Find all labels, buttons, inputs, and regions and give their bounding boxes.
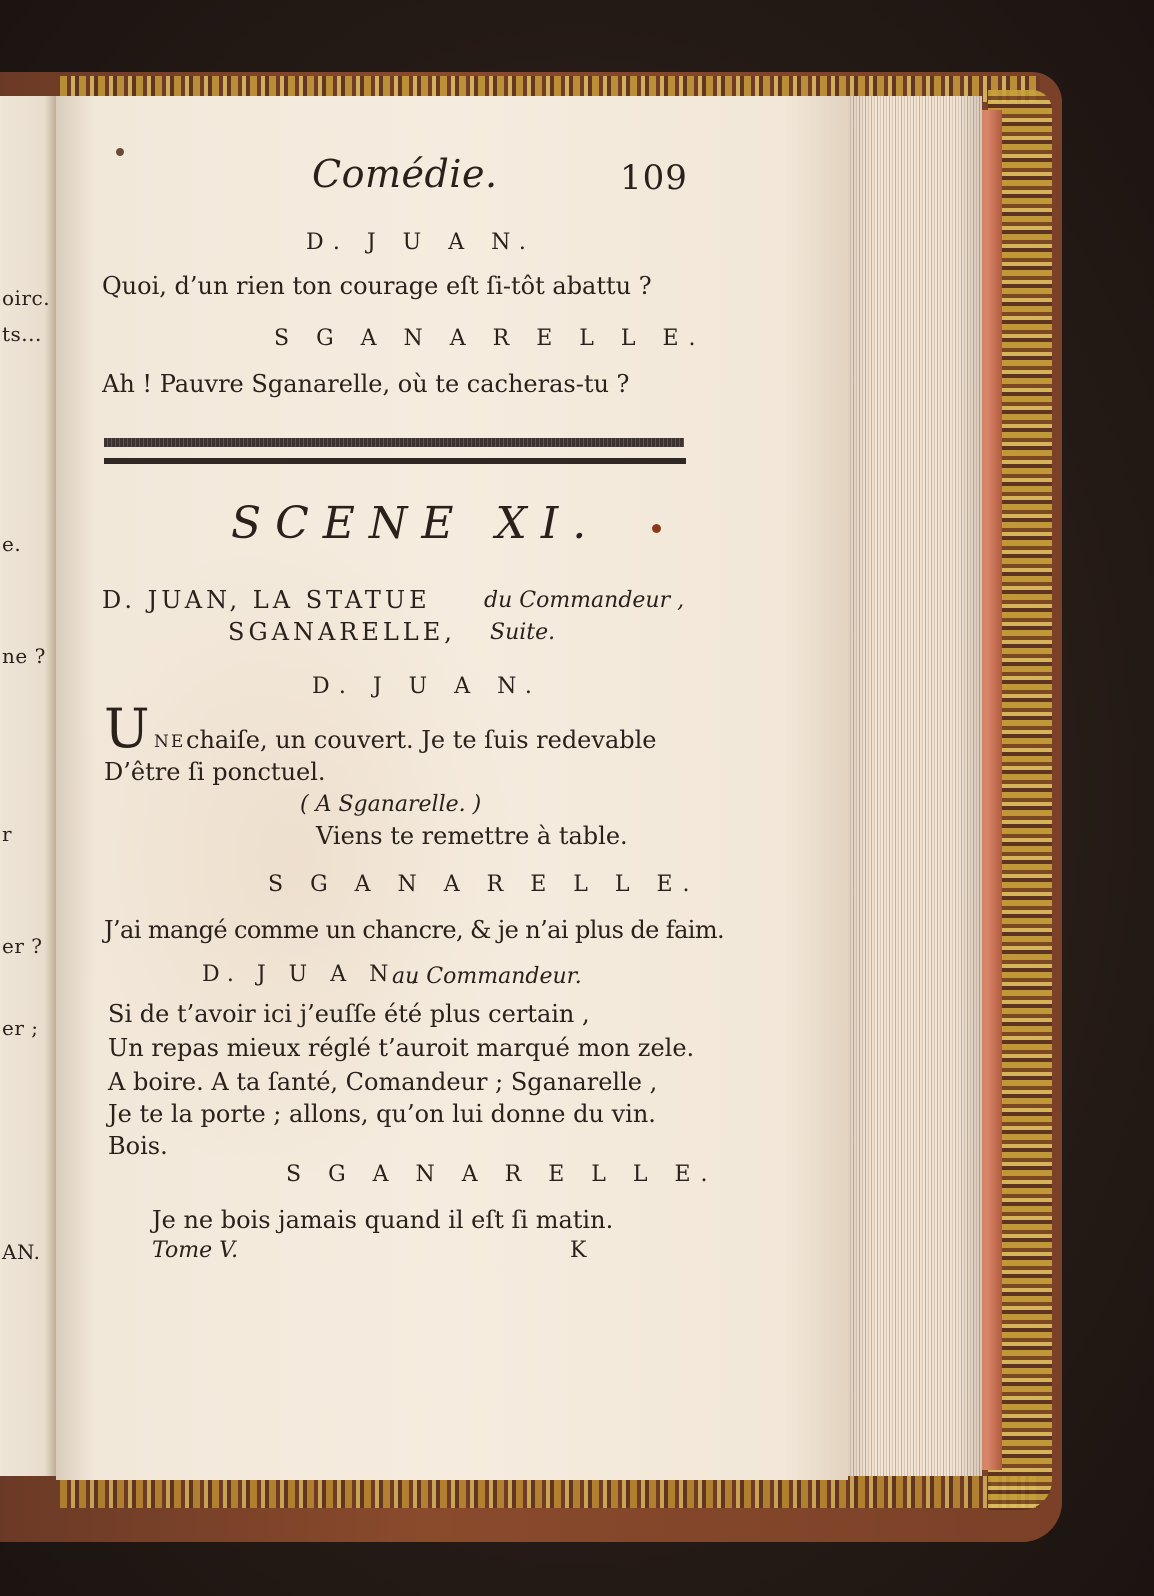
verse-line: Si de t’avoir ici j’euſſe été plus certain , [108,1000,590,1028]
left-fragment: er ; [2,1016,39,1040]
verse-line: Je ne bois jamais quand il eſt ſi matin. [152,1206,614,1234]
verse-line: Quoi, d’un rien ton courage eſt ſi-tôt abattu ? [102,272,652,300]
speaker-label: D. J U A N , [202,962,427,987]
speaker-label: S G A N A R E L L E. [286,1162,718,1187]
cast-list-italic: du Commandeur , [484,588,685,613]
signature-mark: K [570,1238,587,1263]
verse-line: A boire. A ta ſanté, Comandeur ; Sganarelle , [108,1068,658,1096]
stage-direction: au Commandeur. [392,964,582,989]
verse-line: Bois. [108,1132,168,1160]
running-head: Comédie. [312,152,498,196]
verse-line: Ah ! Pauvre Sganarelle, où te cacheras-tu ? [102,370,630,398]
ink-spot [116,148,124,156]
cast-list-caps: D. JUAN, LA STATUE [102,586,431,614]
ornamental-rule [104,438,684,447]
verse-small-caps: NE [154,732,186,752]
left-fragment: ts... [2,322,42,346]
previous-page [0,96,56,1476]
left-fragment: er ? [2,934,43,958]
cast-list-caps: SGANARELLE, [228,618,456,646]
verse-line: D’être ſi ponctuel. [104,758,326,786]
cast-list-italic: Suite. [490,620,556,645]
speaker-label: S G A N A R E L L E. [274,326,706,351]
left-fragment: oirc. [2,286,51,310]
drop-cap: U [104,697,150,760]
left-fragment: AN. [2,1240,41,1264]
book-page [56,96,848,1480]
verse-line: Un repas mieux réglé t’auroit marqué mon zele. [108,1034,695,1062]
page-number: 109 [620,158,688,198]
volume-footer: Tome V. [152,1238,239,1263]
stage-direction: ( A Sganarelle. ) [300,792,482,817]
verse-line: Je te la porte ; allons, qu’on lui donne du vin. [108,1100,656,1128]
page-stack-edge [848,96,982,1476]
left-fragment: r [2,822,13,846]
speaker-label: D. J U A N. [312,674,542,699]
ink-spot [652,524,661,533]
verse-line: chaiſe, un couvert. Je te ſuis redevable [186,726,657,754]
speaker-label: D. J U A N. [306,230,536,255]
verse-line: J’ai mangé comme un chancre, & je n’ai plus de faim. [104,916,725,944]
left-fragment: ne ? [2,644,46,668]
verse-line: Viens te remettre à table. [316,822,628,850]
scene-title: SCENE XI. [231,498,601,549]
speaker-label: S G A N A R E L L E. [268,872,700,897]
left-fragment: e. [2,532,22,556]
rule-line [104,458,686,464]
gilt-bottom-edge [60,1476,1040,1508]
